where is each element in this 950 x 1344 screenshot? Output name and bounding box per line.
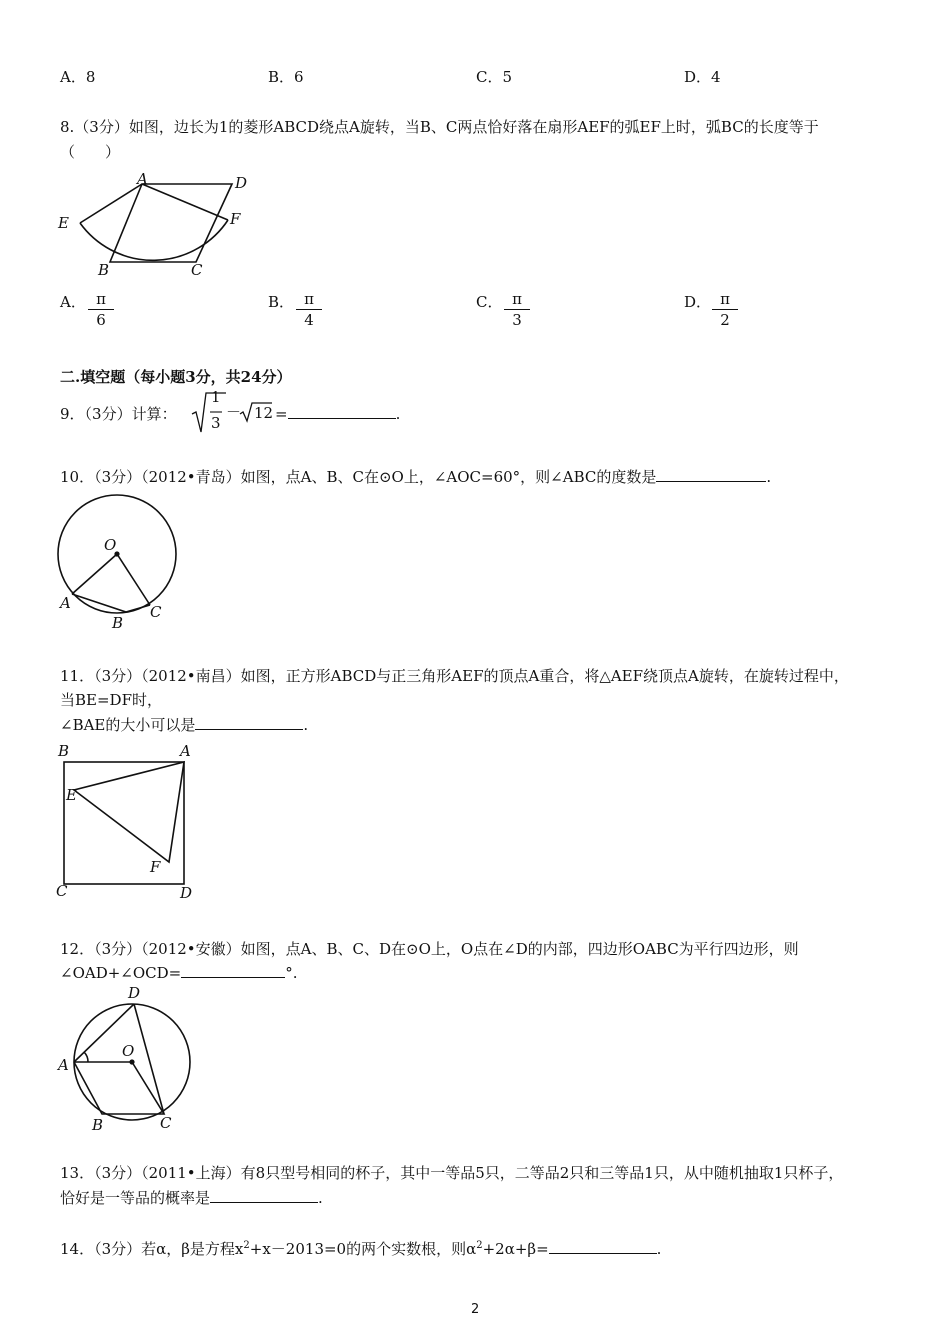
q8-line-ae xyxy=(80,184,142,223)
q12-center-dot xyxy=(130,1060,134,1064)
q8-figure xyxy=(50,168,270,283)
q11-square xyxy=(64,762,184,884)
q8-text-line1: 8.（3分）如图，边长为1的菱形ABCD绕点A旋转，当B、C两点恰好落在扇形AEF的弧EF上时，弧BC的长度等于 xyxy=(60,118,819,136)
q9-prefix: 9．（3分）计算： xyxy=(60,405,177,423)
q8-option-b-letter: B． xyxy=(268,293,295,311)
q13-line2: 恰好是一等品的概率是 . xyxy=(60,1189,323,1207)
q11-line3: ∠BAE的大小可以是 . xyxy=(60,716,309,734)
q10-figure xyxy=(52,490,184,632)
q9-minus: － xyxy=(226,403,242,421)
q11-label-e: E xyxy=(66,786,77,804)
q7-option-a: A．8 xyxy=(60,68,96,86)
q10-label-a: A xyxy=(60,594,71,612)
q8-label-a: A xyxy=(137,170,148,188)
q7-option-b: B．6 xyxy=(268,68,304,86)
q12-label-b: B xyxy=(92,1116,104,1134)
q12-line-cd xyxy=(134,1004,164,1114)
q9-root2: 12 xyxy=(254,404,274,422)
q8-option-b-fraction: $\frac{\pi}{4}$ xyxy=(296,289,322,330)
q8-option-d-letter: D． xyxy=(684,293,712,311)
q8-option-a-letter: A． xyxy=(60,293,86,311)
q11-triangle xyxy=(74,762,184,862)
q12-label-a: A xyxy=(58,1056,69,1074)
section2-title: 二.填空题（每小题3分，共24分） xyxy=(60,368,292,386)
q11-label-d: D xyxy=(180,884,193,902)
q9-frac-den: 3 xyxy=(211,414,221,432)
q14-text: 14．（3分）若α，β是方程$x^2+x-2013=0$的两个实数根，则$\alpha^2+2\alpha+\beta=$ . xyxy=(60,1240,662,1258)
q8-text-line2: （ ） xyxy=(60,143,121,161)
q10-label-c: C xyxy=(150,603,162,621)
q8-label-e: E xyxy=(58,214,69,232)
q11-line1: 11．（3分）（2012•南昌）如图，正方形ABCD与正三角形AEF的顶点A重合，将△AEF绕顶点A旋转，在旋转过程中， xyxy=(60,667,849,685)
q11-figure xyxy=(52,740,202,902)
q10-text: 10．（3分）（2012•青岛）如图，点A、B、C在⊙O上，∠AOC=60°，则∠ABC的度数是 . xyxy=(60,468,772,486)
q12-line2: ∠OAD+∠OCD= °. xyxy=(60,964,298,982)
q11-label-b: B xyxy=(58,742,70,760)
q10-label-b: B xyxy=(112,614,124,632)
q8-label-b: B xyxy=(98,261,110,279)
q8-line-af xyxy=(142,184,228,220)
q12-label-d: D xyxy=(128,984,141,1002)
q13-line1: 13．（3分）（2011•上海）有8只型号相同的杯子，其中一等品5只，二等品2只和三等品1只，从中随机抽取1只杯子， xyxy=(60,1164,844,1182)
q12-label-o: O xyxy=(122,1042,135,1060)
q12-line1: 12．（3分）（2012•安徽）如图，点A、B、C、D在⊙O上，O点在∠D的内部，四边形OABC为平行四边形，则 xyxy=(60,940,799,958)
q7-option-c: C．5 xyxy=(476,68,513,86)
q8-label-c: C xyxy=(191,261,203,279)
q12-figure xyxy=(52,982,202,1134)
q7-option-d: D．4 xyxy=(684,68,721,86)
page-number: 2 xyxy=(471,1302,480,1317)
q12-label-c: C xyxy=(160,1114,172,1132)
q8-option-c-fraction: $\frac{\pi}{3}$ xyxy=(504,289,530,330)
q10-label-o: O xyxy=(104,536,117,554)
q11-label-a: A xyxy=(180,742,191,760)
q8-option-d-fraction: $\frac{\pi}{2}$ xyxy=(712,289,738,330)
q9-answer: = . xyxy=(275,405,401,423)
q12-parallelogram xyxy=(74,1062,164,1114)
q8-label-d: D xyxy=(235,174,248,192)
q12-angle-mark xyxy=(84,1052,88,1062)
q11-label-f: F xyxy=(150,858,161,876)
q8-option-c-letter: C． xyxy=(476,293,503,311)
q9-frac-num: 1 xyxy=(211,388,221,406)
q8-option-a-fraction: $\frac{\pi}{6}$ xyxy=(88,289,114,330)
q11-label-c: C xyxy=(56,882,68,900)
q11-line2: 当BE=DF时， xyxy=(60,691,162,709)
q8-label-f: F xyxy=(230,210,241,228)
